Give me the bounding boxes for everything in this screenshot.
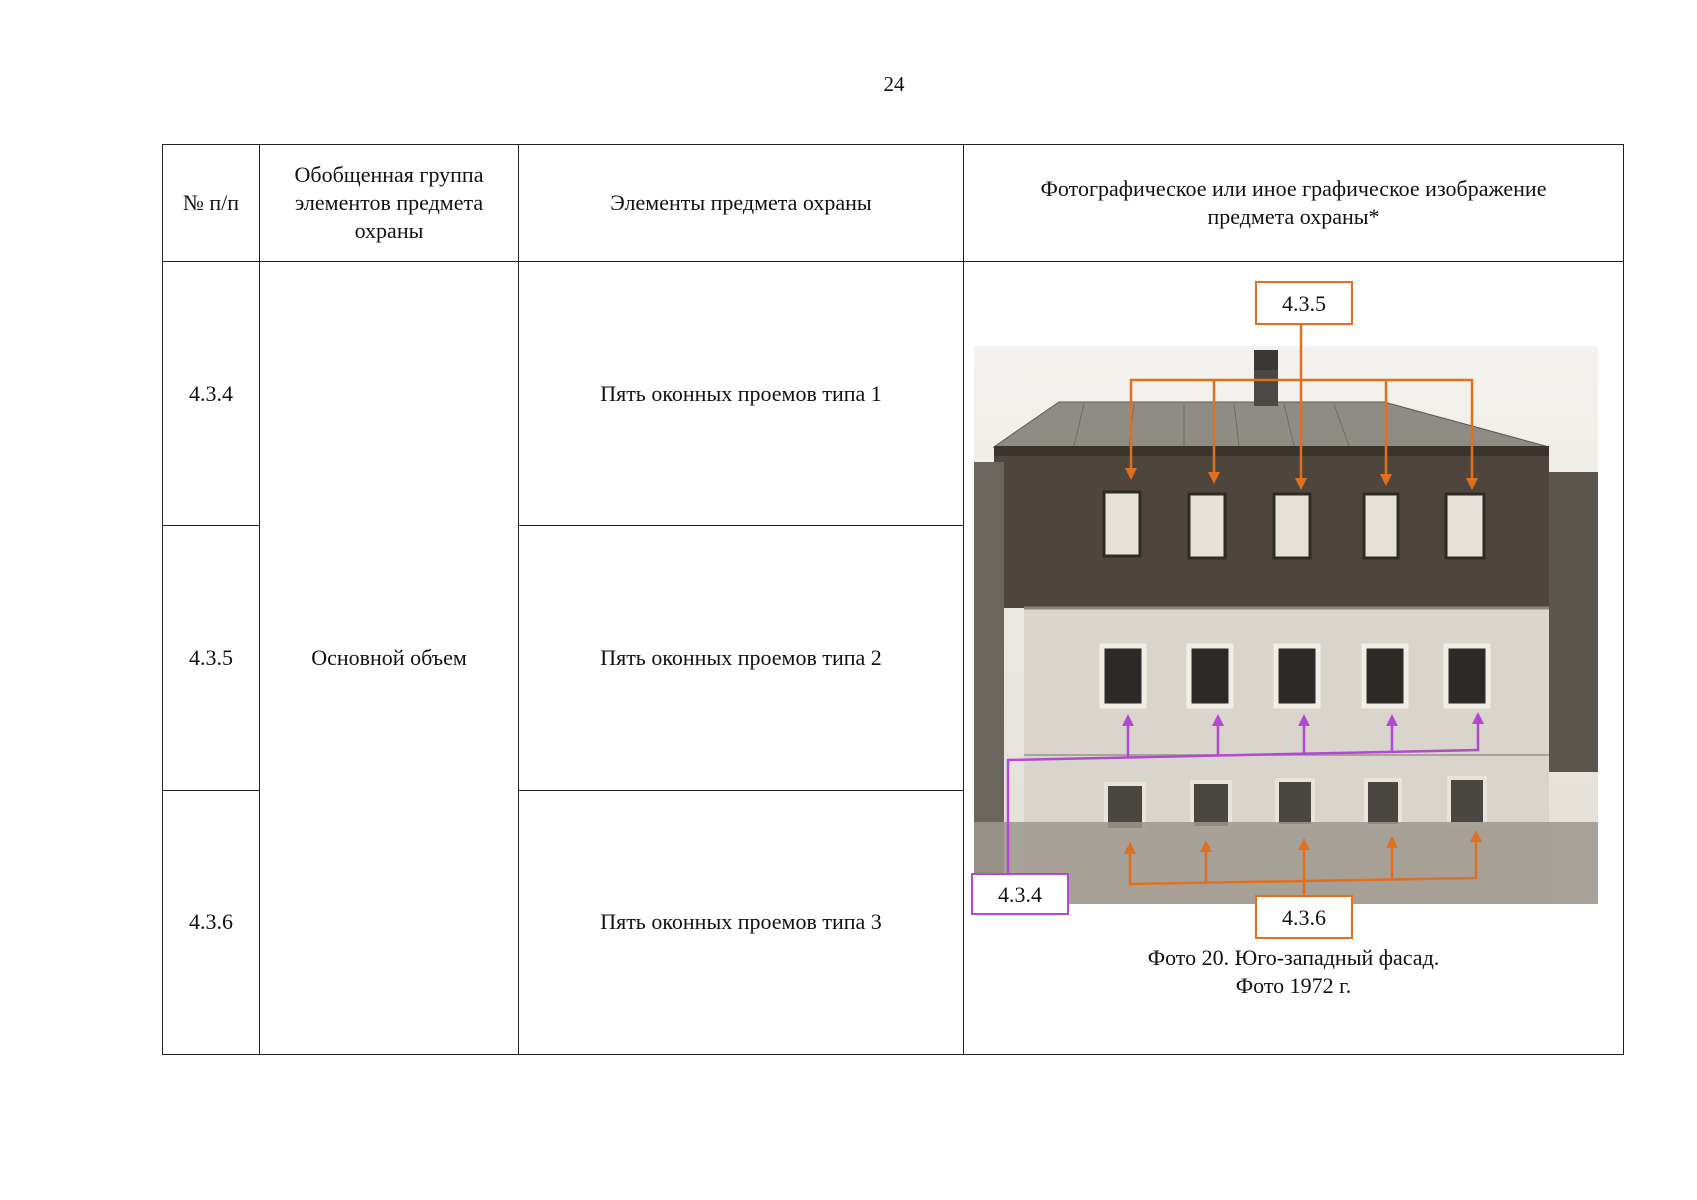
label-4-3-6 [1256,896,1352,938]
row-number: 4.3.4 [163,262,260,526]
table-header-row [163,145,1624,262]
header-number: № п/п [163,145,260,262]
photo-figure [964,262,1623,1054]
table-row [163,262,1624,526]
row-element: Пять оконных проемов типа 2 [519,526,964,790]
group-cell: Основной объем [260,262,519,1055]
svg-text:4.3.4: 4.3.4 [998,882,1042,908]
caption-line-2: Фото 1972 г. [1235,973,1352,999]
photo-cell [964,262,1624,1055]
row-element: Пять оконных проемов типа 3 [519,790,964,1054]
facade-photo [964,262,1624,1052]
row-number: 4.3.6 [163,790,260,1054]
row-number: 4.3.5 [163,526,260,790]
label-4-3-5 [1256,282,1352,324]
caption-line-1: Фото 20. Юго-западный фасад. [1147,945,1440,971]
protection-elements-table [162,144,1624,1055]
header-elements: Элементы предмета охраны [519,145,964,262]
header-group: Обобщенная группа элементов предмета охраны [260,145,519,262]
row-element: Пять оконных проемов типа 1 [519,262,964,526]
chimney [1254,350,1278,372]
svg-text:4.3.6: 4.3.6 [1282,905,1326,931]
svg-text:4.3.5: 4.3.5 [1282,291,1326,317]
label-4-3-4 [972,874,1068,914]
photo-caption [964,944,1623,1000]
header-image-text: Фотографическое или иное графическое изображение предмета охраны* [1040,176,1547,230]
page-number: 24 [883,72,905,96]
header-image [964,145,1624,262]
